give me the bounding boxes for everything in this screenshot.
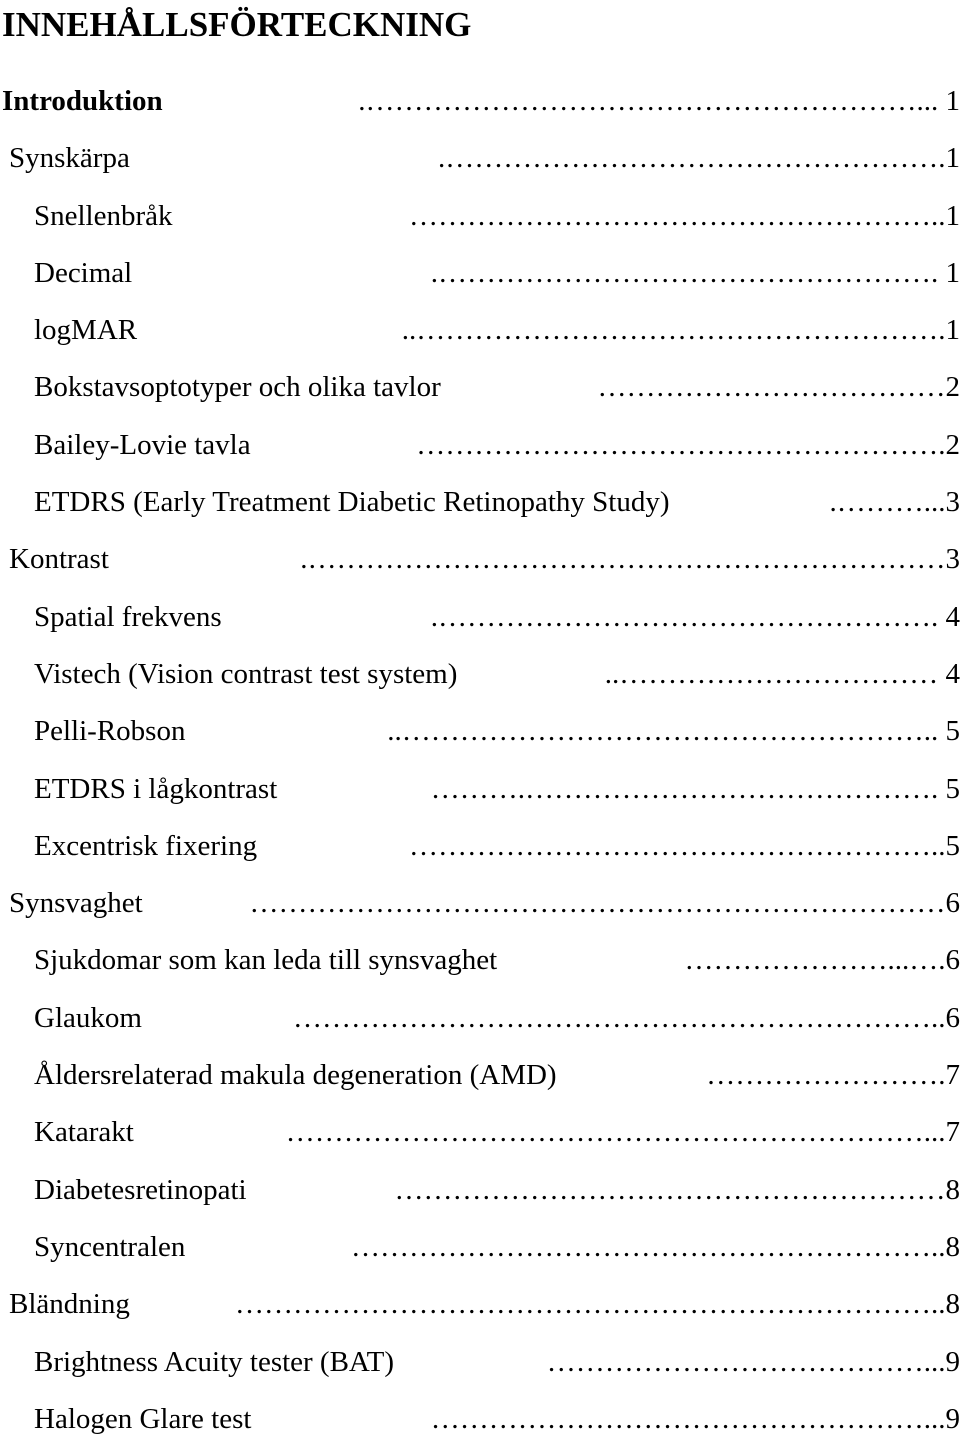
- toc-entry-etdrs: [0, 477, 960, 534]
- toc-entry-etdrs-lagkontrast: [0, 764, 960, 821]
- toc-leader-page: .……………………………………………. 1: [431, 248, 960, 298]
- toc-leader-page: .…………………………………………………... 1: [358, 76, 960, 126]
- toc-entry-bat: [0, 1337, 960, 1394]
- toc-leader-page: .……………………………………………. 4: [431, 592, 960, 642]
- toc-label: Bokstavsoptotyper och olika tavlor: [34, 362, 441, 412]
- toc-leader-page: ……………………………………………….2: [416, 420, 960, 470]
- toc-entry-snellenbrak: [0, 191, 960, 248]
- toc-leader-page: ..……………………………………………….1: [402, 305, 960, 355]
- toc-leader-page: …………………….7: [706, 1050, 960, 1100]
- toc-label: ETDRS (Early Treatment Diabetic Retinopathy Study): [34, 477, 670, 527]
- toc-label: Syncentralen: [34, 1222, 185, 1272]
- toc-leader-page: ………………………………………………………………6: [250, 878, 960, 928]
- toc-leader-page: ………………………………………………………………..8: [235, 1279, 960, 1329]
- toc-label: Spatial frekvens: [34, 592, 222, 642]
- toc-leader-page: ..……………………………………………….. 5: [387, 706, 960, 756]
- toc-label: ETDRS i lågkontrast: [34, 764, 277, 814]
- toc-entry-kontrast: [0, 534, 960, 591]
- toc-entry-decimal: [0, 248, 960, 305]
- toc-entry-sjukdomar: [0, 935, 960, 992]
- toc-leader-page: ……….……………………………………. 5: [431, 764, 960, 814]
- toc-label: Synskärpa: [9, 133, 130, 183]
- toc-leader-page: …………………...….6: [685, 935, 960, 985]
- toc-leader-page: .………...3: [830, 477, 960, 527]
- toc-leader-page: .…………………………………………….1: [438, 133, 960, 183]
- toc-label: Bländning: [9, 1279, 130, 1329]
- toc-label: Sjukdomar som kan leda till synsvaghet: [34, 935, 497, 985]
- toc-leader-page: …………………………………………………………..6: [293, 993, 960, 1043]
- table-of-contents: [0, 76, 960, 1451]
- toc-entry-katarakt: [0, 1107, 960, 1164]
- toc-entry-synsvaghet: [0, 878, 960, 935]
- toc-label: Introduktion: [2, 76, 163, 126]
- toc-entry-bokstavsoptotyper: [0, 362, 960, 419]
- toc-label: Diabetesretinopati: [34, 1165, 247, 1215]
- toc-entry-logmar: [0, 305, 960, 362]
- toc-leader-page: ………………………………………………..1: [409, 191, 960, 241]
- toc-label: logMAR: [34, 305, 137, 355]
- toc-entry-blandning: [0, 1279, 960, 1336]
- toc-leader-page: .…………………………………………………………3: [300, 534, 960, 584]
- toc-label: Bailey-Lovie tavla: [34, 420, 251, 470]
- toc-entry-amd: [0, 1050, 960, 1107]
- toc-leader-page: ..…………………………… 4: [605, 649, 960, 699]
- toc-label: Decimal: [34, 248, 132, 298]
- toc-label: Pelli-Robson: [34, 706, 185, 756]
- toc-entry-syncentralen: [0, 1222, 960, 1279]
- toc-label: Halogen Glare test: [34, 1394, 251, 1444]
- toc-leader-page: ………………………………2: [598, 362, 960, 412]
- toc-label: Glaukom: [34, 993, 142, 1043]
- page-title: INNEHÅLLSFÖRTECKNING: [2, 4, 471, 46]
- toc-leader-page: …………………………………………………………...7: [286, 1107, 960, 1157]
- toc-leader-page: …………………………………………………8: [395, 1165, 960, 1215]
- toc-entry-excentrisk-fixering: [0, 821, 960, 878]
- toc-entry-introduktion: [0, 76, 960, 133]
- toc-entry-synskarpa: [0, 133, 960, 190]
- toc-label: Kontrast: [9, 534, 109, 584]
- toc-label: Brightness Acuity tester (BAT): [34, 1337, 394, 1387]
- toc-entry-bailey-lovie: [0, 420, 960, 477]
- toc-entry-halogen-glare: [0, 1394, 960, 1451]
- toc-label: Snellenbråk: [34, 191, 173, 241]
- toc-leader-page: …………………………………...9: [547, 1337, 960, 1387]
- toc-leader-page: ………………………………………………..5: [409, 821, 960, 871]
- toc-label: Vistech (Vision contrast test system): [34, 649, 457, 699]
- toc-entry-pelli-robson: [0, 706, 960, 763]
- toc-entry-diabetesretinopati: [0, 1165, 960, 1222]
- toc-leader-page: ……………………………………………...9: [431, 1394, 960, 1444]
- toc-label: Katarakt: [34, 1107, 134, 1157]
- toc-label: Synsvaghet: [9, 878, 143, 928]
- toc-label: Åldersrelaterad makula degeneration (AMD): [34, 1050, 557, 1100]
- toc-leader-page: ……………………………………………………..8: [351, 1222, 960, 1272]
- toc-entry-vistech: [0, 649, 960, 706]
- toc-entry-glaukom: [0, 993, 960, 1050]
- toc-label: Excentrisk fixering: [34, 821, 257, 871]
- toc-entry-spatial-frekvens: [0, 592, 960, 649]
